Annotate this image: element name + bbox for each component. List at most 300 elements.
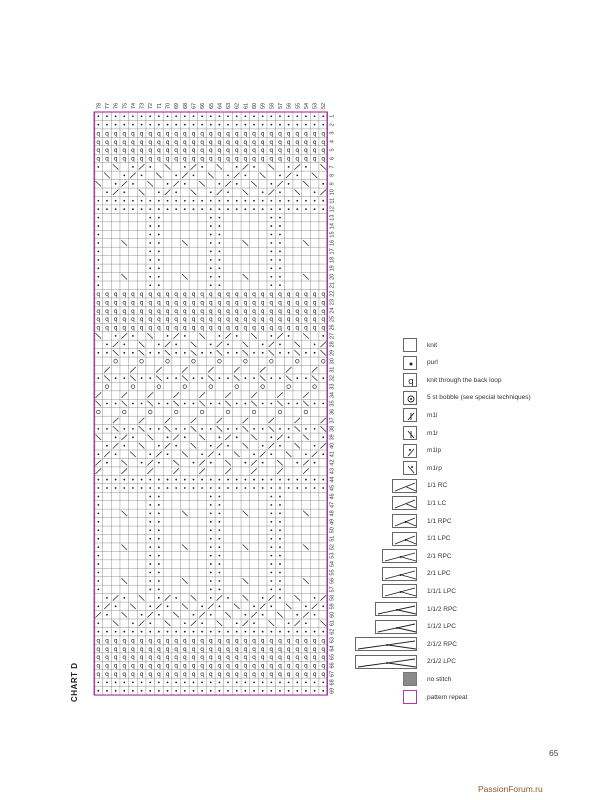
tbl-mark: q	[269, 307, 274, 315]
purl-mark	[106, 597, 108, 599]
purl-mark	[219, 453, 221, 455]
purl-mark	[236, 335, 238, 337]
purl-mark	[210, 259, 212, 261]
tbl-mark: q	[286, 662, 291, 670]
purl-mark	[158, 690, 160, 692]
tbl-mark: q	[217, 637, 222, 645]
purl-mark	[97, 529, 99, 531]
tbl-mark: q	[113, 299, 118, 307]
purl-mark	[115, 183, 117, 185]
purl-mark	[314, 115, 316, 117]
tbl-mark: q	[234, 645, 239, 653]
purl-mark	[201, 631, 203, 633]
tbl-mark: q	[156, 645, 161, 653]
tbl-mark: q	[286, 324, 291, 332]
purl-mark	[106, 681, 108, 683]
tbl-mark: q	[243, 155, 248, 163]
tbl-mark: q	[105, 138, 109, 146]
tbl-mark: q	[278, 662, 282, 670]
tbl-mark: q	[312, 155, 317, 163]
tbl-mark: q	[182, 155, 187, 163]
tbl-mark: q	[304, 147, 308, 155]
purl-mark	[244, 681, 246, 683]
tbl-mark: q	[278, 645, 282, 653]
purl-mark	[201, 487, 203, 489]
row-number: 20	[329, 273, 336, 280]
tbl-mark: q	[217, 138, 222, 146]
purl-mark	[201, 208, 203, 210]
purl-mark	[149, 572, 151, 574]
tbl-mark: q	[139, 307, 144, 315]
tbl-mark: q	[148, 307, 153, 315]
purl-mark	[97, 267, 99, 269]
tbl-mark: q	[113, 290, 118, 298]
tbl-mark: q	[131, 645, 135, 653]
tbl-mark: q	[113, 654, 118, 662]
purl-mark	[279, 251, 281, 253]
purl-mark	[270, 546, 272, 548]
tbl-mark: q	[208, 671, 213, 679]
row-number: 3	[329, 131, 336, 135]
purl-mark	[106, 631, 108, 633]
purl-mark	[210, 200, 212, 202]
purl-mark	[167, 183, 169, 185]
row-number: 68	[329, 679, 336, 686]
purl-mark	[322, 605, 324, 607]
purl-mark	[158, 234, 160, 236]
purl-mark	[305, 681, 307, 683]
purl-mark	[253, 681, 255, 683]
tbl-mark: q	[113, 637, 118, 645]
purl-mark	[210, 529, 212, 531]
purl-mark	[149, 521, 151, 523]
row-number: 38	[329, 425, 336, 432]
tbl-mark: q	[278, 290, 282, 298]
purl-mark	[184, 166, 186, 168]
row-number: 54	[329, 561, 336, 568]
purl-mark	[270, 555, 272, 557]
purl-mark	[158, 504, 160, 506]
purl-mark	[141, 631, 143, 633]
row-number: 27	[329, 332, 336, 339]
tbl-mark: q	[217, 316, 222, 324]
purl-mark	[227, 200, 229, 202]
purl-mark	[193, 115, 195, 117]
purl-mark	[149, 563, 151, 565]
row-number: 17	[329, 248, 336, 255]
purl-mark	[322, 631, 324, 633]
cable-11rpc-icon	[392, 514, 417, 528]
purl-mark	[149, 276, 151, 278]
tbl-mark: q	[260, 155, 265, 163]
legend-label: knit	[427, 341, 438, 349]
row-number: 62	[329, 628, 336, 635]
tbl-mark: q	[122, 155, 127, 163]
tbl-mark: q	[321, 138, 326, 146]
purl-mark	[279, 208, 281, 210]
pattern-repeat-icon	[403, 690, 417, 704]
purl-mark	[97, 631, 99, 633]
purl-mark	[253, 124, 255, 126]
purl-mark	[279, 479, 281, 481]
tbl-mark: q	[191, 637, 196, 645]
tbl-mark: q	[312, 290, 317, 298]
purl-mark	[175, 352, 177, 354]
tbl-mark: q	[131, 147, 135, 155]
tbl-mark: q	[278, 654, 282, 662]
tbl-mark: q	[269, 654, 274, 662]
purl-mark	[184, 428, 186, 430]
purl-mark	[305, 487, 307, 489]
purl-mark	[123, 115, 125, 117]
row-number: 39	[329, 434, 336, 441]
tbl-mark: q	[278, 299, 282, 307]
cable-112rpc-icon	[375, 602, 417, 616]
purl-mark	[322, 377, 324, 379]
tbl-mark: q	[269, 645, 274, 653]
tbl-mark: q	[243, 307, 248, 315]
purl-mark	[97, 200, 99, 202]
purl-mark	[141, 487, 143, 489]
tbl-mark: q	[174, 316, 179, 324]
tbl-mark: q	[295, 307, 300, 315]
tbl-mark: q	[295, 138, 300, 146]
tbl-mark: q	[304, 316, 308, 324]
purl-mark	[262, 200, 264, 202]
purl-mark	[132, 335, 134, 337]
purl-mark	[193, 174, 195, 176]
tbl-mark: q	[226, 138, 230, 146]
purl-mark	[175, 690, 177, 692]
purl-mark	[244, 115, 246, 117]
tbl-mark: q	[226, 307, 230, 315]
row-number: 37	[329, 417, 336, 424]
tbl-mark: q	[260, 316, 265, 324]
purl-mark	[244, 377, 246, 379]
tbl-mark: q	[139, 290, 144, 298]
purl-mark	[115, 200, 117, 202]
tbl-mark: q	[139, 637, 144, 645]
tbl-mark: q	[182, 147, 187, 155]
tbl-mark: q	[234, 138, 239, 146]
purl-mark	[262, 597, 264, 599]
purl-mark	[132, 690, 134, 692]
purl-mark	[279, 343, 281, 345]
purl-mark	[314, 191, 316, 193]
purl-mark	[296, 200, 298, 202]
tbl-mark: q	[191, 138, 196, 146]
purl-mark	[175, 343, 177, 345]
purl-mark	[244, 487, 246, 489]
purl-mark	[227, 208, 229, 210]
tbl-mark: q	[174, 299, 179, 307]
purl-mark	[201, 352, 203, 354]
purl-mark	[193, 479, 195, 481]
legend-label: no stitch	[427, 675, 452, 683]
tbl-mark: q	[113, 662, 118, 670]
purl-mark	[253, 622, 255, 624]
legend-label: m1rp	[427, 464, 442, 472]
purl-mark	[175, 445, 177, 447]
m1r-icon	[403, 426, 417, 440]
tbl-mark: q	[208, 662, 213, 670]
row-number: 60	[329, 611, 336, 618]
purl-mark	[227, 681, 229, 683]
purl-mark	[279, 200, 281, 202]
stitch-number: 61	[243, 102, 250, 109]
tbl-mark: q	[174, 147, 179, 155]
tbl-mark: q	[156, 290, 161, 298]
purl-mark	[288, 335, 290, 337]
tbl-mark: q	[113, 138, 118, 146]
purl-mark	[97, 208, 99, 210]
row-number: 61	[329, 620, 336, 627]
purl-mark	[201, 200, 203, 202]
tbl-mark: q	[165, 324, 170, 332]
purl-mark	[158, 428, 160, 430]
tbl-mark: q	[165, 147, 170, 155]
purl-mark	[219, 555, 221, 557]
purl-mark	[296, 487, 298, 489]
purl-mark	[175, 377, 177, 379]
tbl-mark: q	[96, 637, 101, 645]
tbl-mark: q	[295, 662, 300, 670]
stitch-number: 72	[148, 102, 155, 109]
purl-mark	[158, 200, 160, 202]
purl-mark	[227, 445, 229, 447]
purl-mark	[132, 681, 134, 683]
purl-mark	[97, 580, 99, 582]
purl-mark	[210, 580, 212, 582]
purl-mark	[158, 538, 160, 540]
purl-mark	[149, 352, 151, 354]
tbl-mark: q	[234, 637, 239, 645]
tbl-mark: q	[105, 290, 109, 298]
purl-mark	[270, 217, 272, 219]
purl-mark	[141, 124, 143, 126]
tbl-mark: q	[156, 138, 161, 146]
tbl-mark: q	[165, 671, 170, 679]
tbl-mark: q	[269, 324, 274, 332]
legend-label: 1/1 RC	[427, 482, 448, 490]
purl-mark	[244, 462, 246, 464]
purl-mark	[270, 631, 272, 633]
purl-mark	[149, 267, 151, 269]
purl-mark	[184, 622, 186, 624]
purl-mark	[106, 115, 108, 117]
purl-mark	[210, 234, 212, 236]
tbl-mark: q	[96, 671, 101, 679]
purl-mark	[175, 479, 177, 481]
tbl-mark: q	[243, 324, 248, 332]
tbl-mark: q	[312, 299, 317, 307]
tbl-mark: q	[295, 654, 300, 662]
purl-mark	[270, 183, 272, 185]
tbl-mark: q	[278, 138, 282, 146]
tbl-mark: q	[269, 671, 274, 679]
purl-mark	[97, 622, 99, 624]
row-number: 13	[329, 214, 336, 221]
row-number: 18	[329, 256, 336, 263]
tbl-mark: q	[278, 130, 282, 138]
stitch-number: 55	[295, 102, 302, 109]
purl-mark	[97, 242, 99, 244]
purl-mark	[184, 681, 186, 683]
purl-mark	[253, 200, 255, 202]
tbl-mark: q	[96, 155, 101, 163]
purl-mark	[314, 487, 316, 489]
purl-mark	[279, 681, 281, 683]
tbl-mark: q	[243, 637, 248, 645]
row-number: 4	[329, 140, 336, 144]
purl-mark	[262, 352, 264, 354]
purl-mark	[123, 681, 125, 683]
purl-mark	[219, 242, 221, 244]
stitch-number: 58	[269, 102, 276, 109]
tbl-mark: q	[131, 316, 135, 324]
purl-mark	[97, 276, 99, 278]
purl-mark	[236, 436, 238, 438]
tbl-mark: q	[226, 662, 230, 670]
purl-mark	[149, 428, 151, 430]
tbl-mark: q	[148, 299, 153, 307]
row-number: 36	[329, 408, 336, 416]
row-number: 30	[329, 358, 336, 365]
tbl-mark: q	[174, 290, 179, 298]
purl-mark	[227, 124, 229, 126]
purl-mark	[97, 251, 99, 253]
purl-mark	[175, 681, 177, 683]
tbl-mark: q	[113, 155, 118, 163]
purl-mark	[219, 512, 221, 514]
purl-mark	[219, 335, 221, 337]
purl-mark	[279, 428, 281, 430]
stitch-number: 60	[252, 102, 259, 109]
cable-11rc-icon	[392, 479, 417, 493]
purl-mark	[253, 377, 255, 379]
purl-mark	[97, 428, 99, 430]
purl-mark	[149, 580, 151, 582]
purl-mark	[262, 462, 264, 464]
stitch-number: 56	[286, 102, 293, 109]
purl-mark	[184, 352, 186, 354]
purl-mark	[322, 183, 324, 185]
tbl-mark: q	[260, 637, 265, 645]
tbl-mark: q	[156, 155, 161, 163]
tbl-mark: q	[131, 155, 135, 163]
tbl-mark: q	[182, 138, 187, 146]
row-number: 16	[329, 239, 336, 247]
purl-mark	[279, 191, 281, 193]
tbl-mark: q	[156, 130, 161, 138]
purl-mark	[253, 690, 255, 692]
purl-mark	[314, 352, 316, 354]
tbl-mark: q	[295, 299, 300, 307]
purl-mark	[193, 631, 195, 633]
tbl-mark: q	[182, 645, 187, 653]
tbl-mark: q	[131, 307, 135, 315]
purl-mark	[97, 538, 99, 540]
tbl-mark: q	[191, 324, 196, 332]
purl-mark	[210, 521, 212, 523]
purl-mark	[262, 487, 264, 489]
purl-mark	[270, 115, 272, 117]
row-number: 56	[329, 577, 336, 585]
purl-mark	[149, 605, 151, 607]
purl-mark	[270, 276, 272, 278]
tbl-mark: q	[105, 645, 109, 653]
tbl-mark: q	[234, 290, 239, 298]
tbl-mark: q	[217, 645, 222, 653]
tbl-mark: q	[156, 637, 161, 645]
stitch-number: 67	[191, 102, 198, 109]
purl-mark	[193, 462, 195, 464]
purl-mark	[219, 251, 221, 253]
row-number: 42	[329, 459, 336, 466]
tbl-mark: q	[105, 299, 109, 307]
purl-mark	[219, 225, 221, 227]
purl-mark	[227, 115, 229, 117]
purl-mark	[97, 352, 99, 354]
tbl-mark: q	[312, 637, 317, 645]
purl-mark	[279, 529, 281, 531]
purl-mark	[106, 208, 108, 210]
purl-mark	[219, 496, 221, 498]
purl-mark	[132, 352, 134, 354]
purl-mark	[149, 234, 151, 236]
tbl-mark: q	[278, 316, 282, 324]
tbl-mark: q	[131, 138, 135, 146]
purl-mark	[175, 115, 177, 117]
tbl-mark: q	[252, 324, 256, 332]
purl-mark	[201, 115, 203, 117]
purl-mark	[305, 479, 307, 481]
purl-mark	[149, 479, 151, 481]
knit-icon	[403, 338, 417, 352]
tbl-mark: q	[200, 138, 205, 146]
tbl-mark: q	[113, 307, 118, 315]
purl-mark	[270, 487, 272, 489]
tbl-mark: q	[191, 155, 196, 163]
tbl-mark: q	[269, 662, 274, 670]
purl-mark	[244, 614, 246, 616]
purl-mark	[219, 208, 221, 210]
tbl-mark: q	[122, 662, 127, 670]
purl-mark	[210, 546, 212, 548]
purl-mark	[167, 631, 169, 633]
purl-mark	[262, 631, 264, 633]
purl-mark	[97, 487, 99, 489]
cable-11lc-icon	[392, 496, 417, 510]
purl-mark	[219, 546, 221, 548]
stitch-number: 73	[139, 102, 146, 109]
purl-mark	[244, 479, 246, 481]
tbl-mark: q	[139, 299, 144, 307]
tbl-mark: q	[182, 637, 187, 645]
purl-mark	[149, 166, 151, 168]
purl-mark	[279, 352, 281, 354]
tbl-mark: q	[131, 324, 135, 332]
purl-mark	[149, 124, 151, 126]
purl-mark	[270, 521, 272, 523]
purl-mark	[158, 217, 160, 219]
tbl-mark: q	[182, 662, 187, 670]
tbl-mark: q	[139, 130, 144, 138]
purl-mark	[106, 462, 108, 464]
tbl-mark: q	[122, 316, 127, 324]
purl-mark	[141, 208, 143, 210]
purl-mark	[288, 124, 290, 126]
